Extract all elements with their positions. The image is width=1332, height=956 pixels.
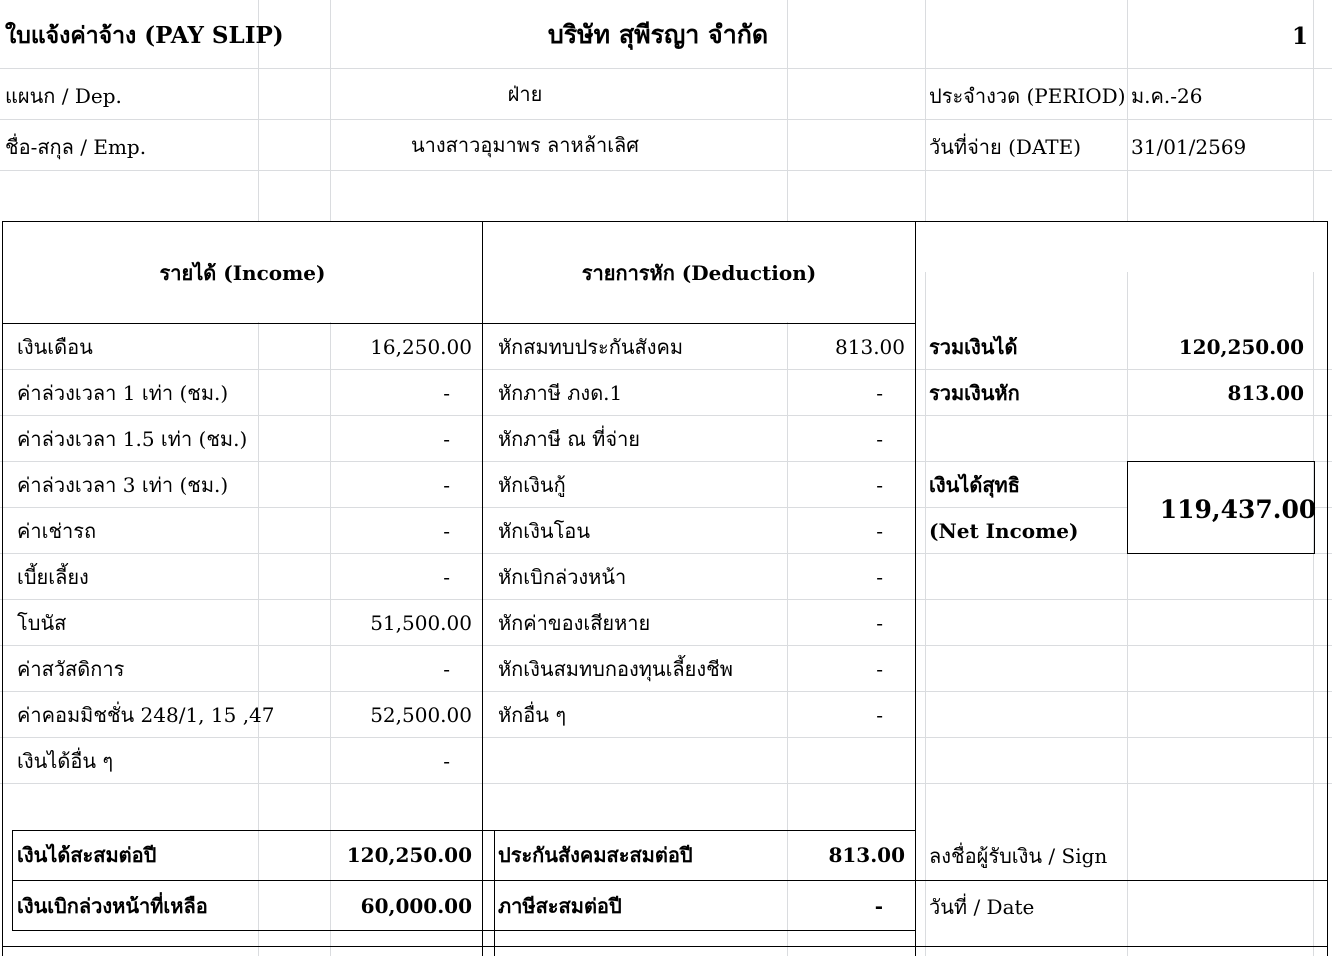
- company-name: บริษัท สุพีรญา จำกัด: [547, 20, 769, 49]
- deduction-row-value: -: [876, 473, 883, 497]
- income-row-label: เงินเดือน: [17, 335, 93, 359]
- net-income-value: 119,437.00: [1159, 495, 1317, 524]
- division-label: ฝ่าย: [507, 82, 543, 106]
- deduction-row-label: หักเงินกู้: [498, 473, 566, 497]
- deduction-row-label: หักสมทบประกันสังคม: [498, 335, 684, 359]
- sso-ytd-value: 813.00: [828, 843, 905, 867]
- income-row-value: 52,500.00: [370, 703, 472, 727]
- deduction-row-label: หักเงินสมทบกองทุนเลี้ยงชีพ: [498, 657, 733, 681]
- deduction-row-value: -: [876, 519, 883, 543]
- income-row-value: -: [443, 565, 450, 589]
- dep-label: แผนก / Dep.: [5, 84, 122, 108]
- net-income-label-en: (Net Income): [929, 519, 1079, 543]
- advance-remaining-value: 60,000.00: [360, 894, 472, 918]
- income-row-value: -: [443, 473, 450, 497]
- tax-ytd-value: -: [874, 894, 883, 918]
- income-row-label: ค่าสวัสดิการ: [17, 657, 125, 681]
- total-deduction-value: 813.00: [1227, 381, 1304, 405]
- deduction-row-value: -: [876, 611, 883, 635]
- deduction-row-value: -: [876, 381, 883, 405]
- payslip-title: ใบแจ้งค่าจ้าง (PAY SLIP): [5, 22, 284, 49]
- income-row-value: -: [443, 749, 450, 773]
- total-deduction-label: รวมเงินหัก: [929, 381, 1020, 405]
- income-row-label: ค่าล่วงเวลา 1 เท่า (ชม.): [17, 381, 229, 405]
- deduction-row-value: 813.00: [835, 335, 905, 359]
- net-income-label: เงินได้สุทธิ: [929, 473, 1020, 497]
- deduction-row-label: หักค่าของเสียหาย: [498, 611, 651, 635]
- deduction-row-value: -: [876, 565, 883, 589]
- income-ytd-value: 120,250.00: [346, 843, 472, 867]
- tax-ytd-label: ภาษีสะสมต่อปี: [498, 894, 622, 918]
- income-row-value: -: [443, 427, 450, 451]
- advance-remaining-label: เงินเบิกล่วงหน้าที่เหลือ: [17, 894, 208, 918]
- employee-label: ชื่อ-สกุล / Emp.: [5, 135, 147, 159]
- income-row-label: ค่าคอมมิชชั่น 248/1, 15 ,47: [17, 703, 275, 727]
- income-row-label: เบี้ยเลี้ยง: [17, 565, 89, 589]
- income-row-label: ค่าล่วงเวลา 1.5 เท่า (ชม.): [17, 427, 248, 451]
- sign-date-label: วันที่ / Date: [929, 895, 1035, 919]
- deduction-row-label: หักเงินโอน: [498, 519, 590, 543]
- income-row-value: -: [443, 381, 450, 405]
- income-row-label: โบนัส: [17, 611, 67, 635]
- period-label: ประจำงวด (PERIOD): [929, 84, 1126, 108]
- deduction-row-value: -: [876, 427, 883, 451]
- income-row-value: 16,250.00: [370, 335, 472, 359]
- sso-ytd-label: ประกันสังคมสะสมต่อปี: [498, 843, 693, 867]
- sign-label: ลงชื่อผู้รับเงิน / Sign: [929, 844, 1108, 868]
- pay-date-value: 31/01/2569: [1131, 135, 1247, 159]
- pay-date-label: วันที่จ่าย (DATE): [929, 135, 1082, 159]
- total-income-label: รวมเงินได้: [929, 335, 1018, 359]
- income-heading: รายได้ (Income): [159, 261, 326, 285]
- deduction-row-value: -: [876, 657, 883, 681]
- employee-name: นางสาวอุมาพร ลาหล้าเลิศ: [411, 133, 639, 157]
- income-row-value: -: [443, 657, 450, 681]
- income-row-label: ค่าเช่ารถ: [17, 519, 97, 543]
- income-row-value: -: [443, 519, 450, 543]
- deduction-heading: รายการหัก (Deduction): [581, 261, 817, 285]
- income-ytd-label: เงินได้สะสมต่อปี: [17, 843, 157, 867]
- deduction-row-label: หักเบิกล่วงหน้า: [498, 565, 627, 589]
- income-row-label: ค่าล่วงเวลา 3 เท่า (ชม.): [17, 473, 229, 497]
- period-value: ม.ค.-26: [1131, 84, 1203, 108]
- deduction-row-label: หักภาษี ณ ที่จ่าย: [498, 427, 641, 451]
- deduction-row-label: หักอื่น ๆ: [498, 703, 567, 727]
- total-income-value: 120,250.00: [1178, 335, 1304, 359]
- deduction-row-value: -: [876, 703, 883, 727]
- page-number: 1: [1291, 23, 1308, 50]
- deduction-row-label: หักภาษี ภงด.1: [498, 381, 623, 405]
- income-row-label: เงินได้อื่น ๆ: [17, 749, 114, 773]
- income-row-value: 51,500.00: [370, 611, 472, 635]
